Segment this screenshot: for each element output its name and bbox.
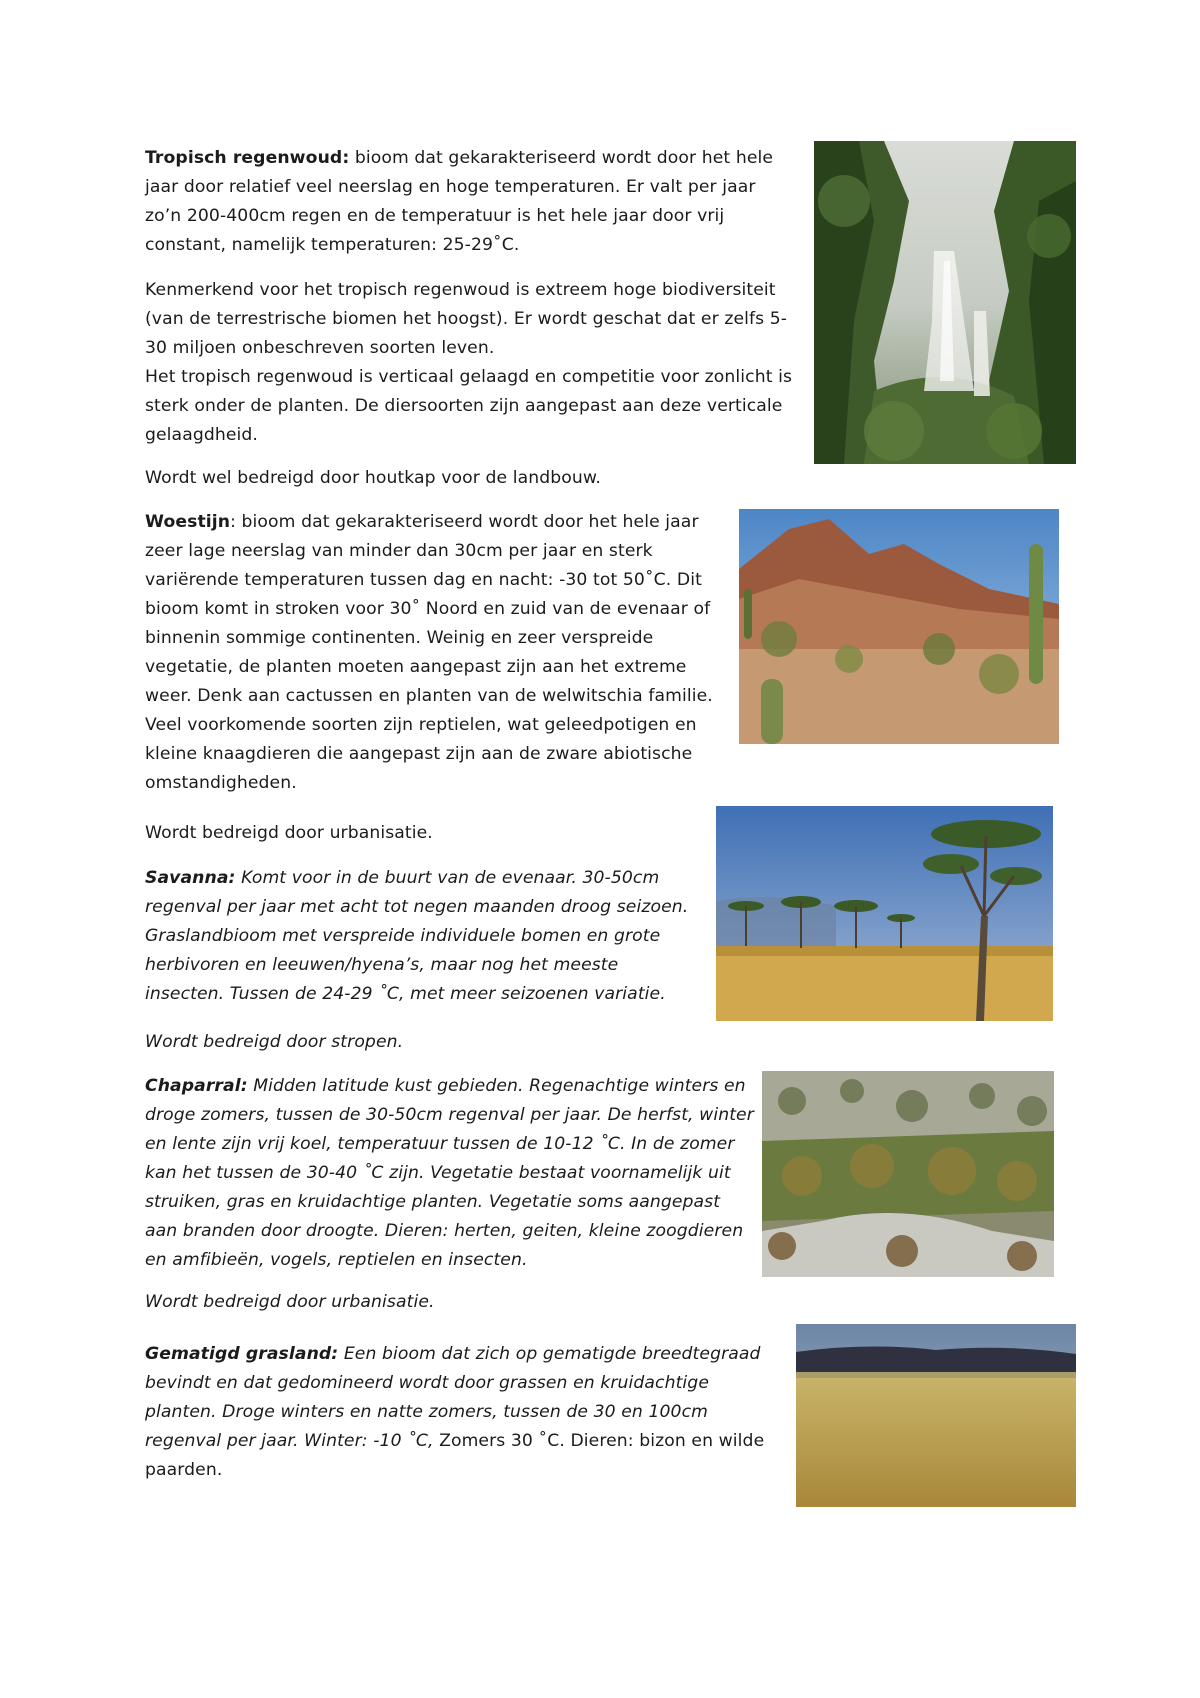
chaparral-paragraph — [145, 1072, 755, 1275]
chaparral-threat: Wordt bedreigd door urbanisatie. — [145, 1292, 435, 1312]
woestijn-paragraph — [145, 508, 720, 798]
chaparral-term: Chaparral: — [145, 1076, 248, 1096]
grasland-text-italic: Een bioom dat zich op gematigde breedtegraad bevindt en dat gedomineerd wordt door grassen en kruidachtige planten. Droge winters en natte zomers, tussen de 30 en 100cm regenval per jaar. Winter: -10 ˚C, — [145, 1344, 761, 1451]
savanna-paragraph — [145, 864, 700, 1009]
rainforest-waterfall-image — [814, 141, 1076, 464]
tropisch-paragraph — [145, 144, 785, 260]
tropisch-layering-text: Het tropisch regenwoud is verticaal gelaagd en competitie voor zonlicht is sterk onder de planten. De diersoorten zijn aangepast aan deze verticale gelaagdheid. — [145, 367, 793, 445]
grasland-term: Gematigd grasland: — [145, 1344, 339, 1364]
grasland-text-regular: Zomers 30 ˚C. Dieren: bizon en wilde paarden. — [145, 1431, 765, 1480]
tropisch-term-colon: : — [342, 148, 350, 168]
tropisch-text: bioom dat gekarakteriseerd wordt door het hele jaar door relatief veel neerslag en hoge temperaturen. Er valt per jaar zo’n 200-400cm regen en de temperatuur is het hele jaar door vrij constant, namelijk temperaturen: 25-29˚C. — [145, 148, 774, 255]
grasland-paragraph — [145, 1340, 785, 1485]
chaparral-text: Midden latitude kust gebieden. Regenachtige winters en droge zomers, tussen de 30-50cm regenval per jaar. De herfst, winter en lente zijn vrij koel, temperatuur tussen de 10-12 ˚C. In de zomer kan het tussen de 30-40 ˚C zijn. Vegetatie bestaat voornamelijk uit struiken, gras en kruidachtige planten. Vegetatie soms aangepast aan branden door droogte. Dieren: herten, geiten, kleine zoogdieren en amfibieën, vogels, reptielen en insecten. — [145, 1076, 754, 1270]
savanna-acacia-image — [716, 806, 1053, 1021]
tropisch-biodiversity-paragraph — [145, 276, 795, 450]
grassland-steppe-image — [796, 1324, 1076, 1507]
tropisch-threat: Wordt wel bedreigd door houtkap voor de landbouw. — [145, 468, 601, 488]
tropisch-term: Tropisch regenwoud — [145, 148, 343, 168]
tropisch-biodiversity-text: Kenmerkend voor het tropisch regenwoud is extreem hoge biodiversiteit (van de terrestrische biomen het hoogst). Er wordt geschat dat er zelfs 5-30 miljoen onbeschreven soorten leven. — [145, 280, 788, 358]
savanna-threat: Wordt bedreigd door stropen. — [145, 1032, 404, 1052]
woestijn-text: bioom dat gekarakteriseerd wordt door het hele jaar zeer lage neerslag van minder dan 30cm per jaar en sterk variërende temperaturen tussen dag en nacht: -30 tot 50˚C. Dit bioom komt in stroken voor 30˚ Noord en zuid van de evenaar of binnenin sommige continenten. Weinig en zeer verspreide vegetatie, de planten moeten aangepast zijn aan het extreme weer. Denk aan cactussen en planten van de welwitschia familie. Veel voorkomende soorten zijn reptielen, wat geleedpotigen en kleine knaagdieren die aangepast zijn aan de zware abiotische omstandigheden. — [145, 512, 713, 793]
desert-cactus-image — [739, 509, 1059, 744]
chaparral-shrubland-image — [762, 1071, 1054, 1277]
woestijn-term-colon: : — [230, 512, 236, 532]
woestijn-threat: Wordt bedreigd door urbanisatie. — [145, 823, 433, 843]
woestijn-term: Woestijn — [145, 512, 231, 532]
savanna-text: Komt voor in de buurt van de evenaar. 30-50cm regenval per jaar met acht tot negen maanden droog seizoen. Graslandbioom met verspreide individuele bomen en grote herbivoren en leeuwen/hyena’s, maar nog het meeste insecten. Tussen de 24-29 ˚C, met meer seizoenen variatie. — [145, 868, 689, 1004]
savanna-term: Savanna: — [145, 868, 236, 888]
